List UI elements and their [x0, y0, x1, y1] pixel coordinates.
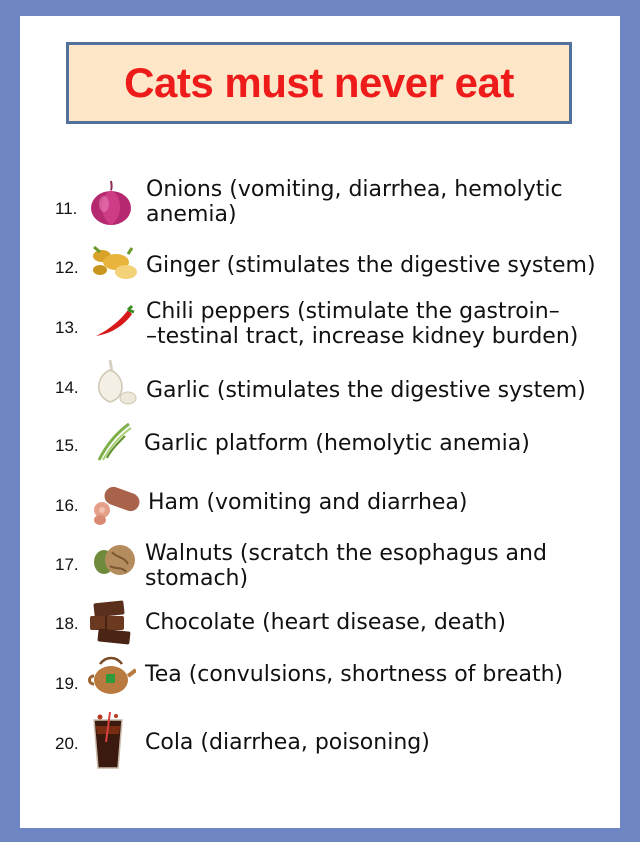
item-number: 17.: [55, 555, 79, 574]
item-text-line: anemia): [146, 202, 237, 227]
item-number: 13.: [55, 318, 79, 337]
chocolate-icon: [88, 598, 136, 650]
item-text-line: Cola (diarrhea, poisoning): [145, 730, 430, 755]
item-number: 12.: [55, 258, 79, 277]
cola-glass-icon: [90, 712, 126, 776]
title-banner: [66, 42, 572, 124]
page-title: Cats must never eat: [124, 59, 514, 106]
item-number: 16.: [55, 496, 79, 515]
item-text-line: Garlic platform (hemolytic anemia): [144, 431, 530, 456]
item-number: 15.: [55, 436, 79, 455]
ham-icon: [88, 484, 146, 532]
item-number: 14.: [55, 378, 79, 397]
item-text-line: Tea (convulsions, shortness of breath): [145, 662, 564, 687]
item-text-line: Chili peppers (stimulate the gastroin–: [146, 299, 560, 324]
item-text-line: Garlic (stimulates the digestive system): [146, 378, 586, 403]
item-text-line: Onions (vomiting, diarrhea, hemolytic: [146, 177, 563, 202]
garlic-sprout-icon: [95, 420, 135, 466]
item-text-line: Chocolate (heart disease, death): [145, 610, 506, 635]
item-text-line: Walnuts (scratch the esophagus and: [145, 541, 547, 566]
item-number: 11.: [55, 199, 78, 218]
garlic-icon: [88, 358, 138, 410]
item-number: 20.: [55, 734, 79, 753]
chili-pepper-icon: [92, 304, 136, 344]
teapot-icon: [86, 654, 136, 700]
item-text-line: Ham (vomiting and diarrhea): [148, 490, 468, 515]
item-text-line: –testinal tract, increase kidney burden): [146, 324, 579, 349]
walnut-icon: [90, 540, 138, 584]
item-number: 19.: [55, 674, 79, 693]
item-text-line: stomach): [145, 566, 249, 591]
onion-icon: [86, 178, 136, 232]
item-number: 18.: [55, 614, 79, 633]
ginger-icon: [88, 242, 140, 286]
item-text-line: Ginger (stimulates the digestive system): [146, 253, 596, 278]
